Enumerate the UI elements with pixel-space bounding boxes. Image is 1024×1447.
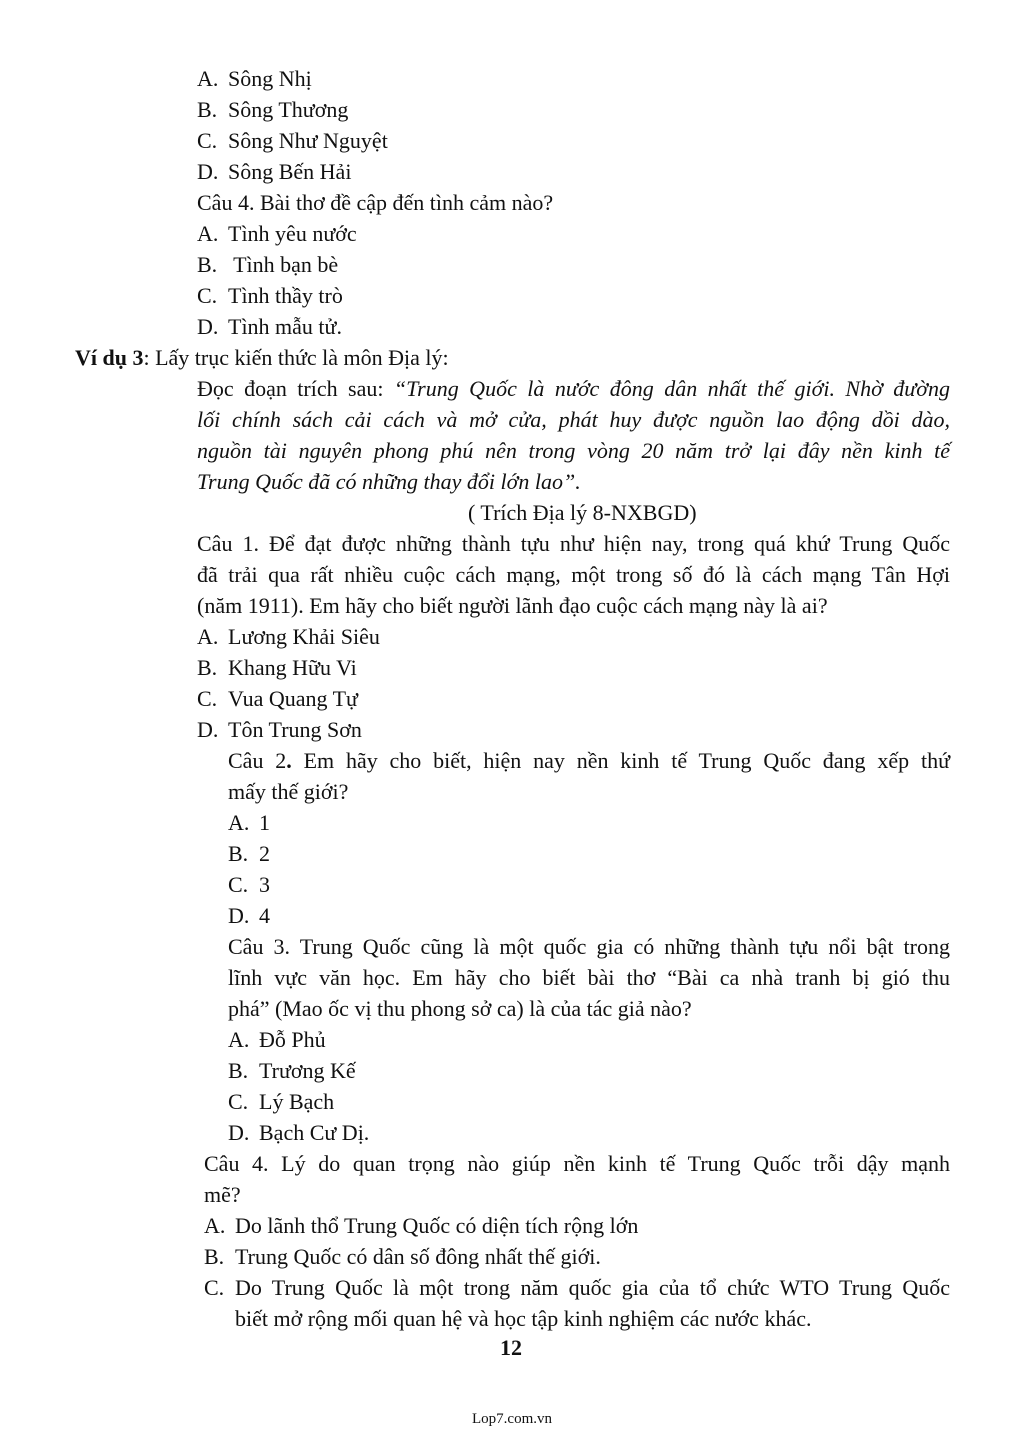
option-a: A. Lương Khải Siêu — [197, 624, 380, 649]
question-text: Câu 1. Để đạt được những thành tựu như hiện nay, trong quá khứ Trung Quốc — [197, 531, 950, 556]
page-number: 12 — [500, 1335, 522, 1360]
excerpt-source: ( Trích Địa lý 8-NXBGD) — [468, 500, 697, 525]
option-a: A. 1 — [228, 810, 270, 835]
option-b: B. Trương Kế — [228, 1058, 356, 1083]
option-a: A. Tình yêu nước — [197, 221, 357, 246]
question-text: lĩnh vực văn học. Em hãy cho biết bài thơ “Bài ca nhà tranh bị gió thu — [228, 965, 950, 990]
excerpt-line: lối chính sách cải cách và mở cửa, phát huy được nguồn lao động dồi dào, — [197, 407, 950, 432]
option-d: D. 4 — [228, 903, 270, 928]
footer-site: Lop7.com.vn — [472, 1411, 552, 1427]
option-d: D. Tôn Trung Sơn — [197, 717, 362, 742]
question-text: mấy thế giới? — [228, 779, 349, 804]
question-text: Câu 2. Em hãy cho biết, hiện nay nền kinh tế Trung Quốc đang xếp thứ — [228, 748, 950, 773]
option-a: A. Do lãnh thổ Trung Quốc có diện tích rộng lớn — [204, 1213, 639, 1238]
option-b: B. Khang Hữu Vi — [197, 655, 357, 680]
option-a: A. Đỗ Phủ — [228, 1027, 326, 1052]
question-text: Câu 4. Lý do quan trọng nào giúp nền kinh tế Trung Quốc trỗi dậy mạnh — [204, 1151, 950, 1176]
option-b: B. Trung Quốc có dân số đông nhất thế giới. — [204, 1244, 601, 1269]
question-text: mẽ? — [204, 1182, 241, 1207]
question-text: phá” (Mao ốc vị thu phong sở ca) là của tác giả nào? — [228, 996, 692, 1021]
option-d: D. Sông Bến Hải — [197, 159, 352, 184]
option-b: B. Tình bạn bè — [197, 252, 339, 277]
question-text: Câu 3. Trung Quốc cũng là một quốc gia có những thành tựu nổi bật trong — [228, 934, 950, 959]
excerpt-line: nguồn tài nguyên phong phú nên trong vòng 20 năm trở lại đây nền kinh tế — [197, 438, 950, 463]
option-d: D. Tình mẫu tử. — [197, 314, 342, 339]
excerpt-line: Trung Quốc đã có những thay đổi lớn lao”. — [197, 469, 581, 494]
question-text: đã trải qua rất nhiều cuộc cách mạng, một trong số đó là cách mạng Tân Hợi — [197, 562, 950, 587]
example-intro: : Lấy trục kiến thức là môn Địa lý: — [143, 345, 449, 370]
example-label: Ví dụ 3 — [75, 345, 144, 370]
option-c: C. 3 — [228, 872, 270, 897]
excerpt-line: Đọc đoạn trích sau: “Trung Quốc là nước đông dân nhất thế giới. Nhờ đường — [197, 376, 950, 401]
question-text: (năm 1911). Em hãy cho biết người lãnh đạo cuộc cách mạng này là ai? — [197, 593, 828, 618]
option-b: B. 2 — [228, 841, 270, 866]
option-b: B. Sông Thương — [197, 97, 349, 122]
option-d: D. Bạch Cư Dị. — [228, 1120, 370, 1145]
question-text: Câu 4. Bài thơ đề cập đến tình cảm nào? — [197, 190, 554, 215]
option-c-continuation: biết mở rộng mối quan hệ và học tập kinh nghiệm các nước khác. — [235, 1306, 812, 1331]
option-c: C. Sông Như Nguyệt — [197, 128, 388, 153]
option-c: C. Do Trung Quốc là một trong năm quốc gia của tổ chức WTO Trung Quốc — [204, 1275, 950, 1300]
option-c: C. Lý Bạch — [228, 1089, 335, 1114]
example-heading — [75, 342, 449, 373]
option-c: C. Vua Quang Tự — [197, 686, 358, 711]
option-c: C. Tình thầy trò — [197, 283, 343, 308]
option-a: A. Sông Nhị — [197, 66, 312, 91]
